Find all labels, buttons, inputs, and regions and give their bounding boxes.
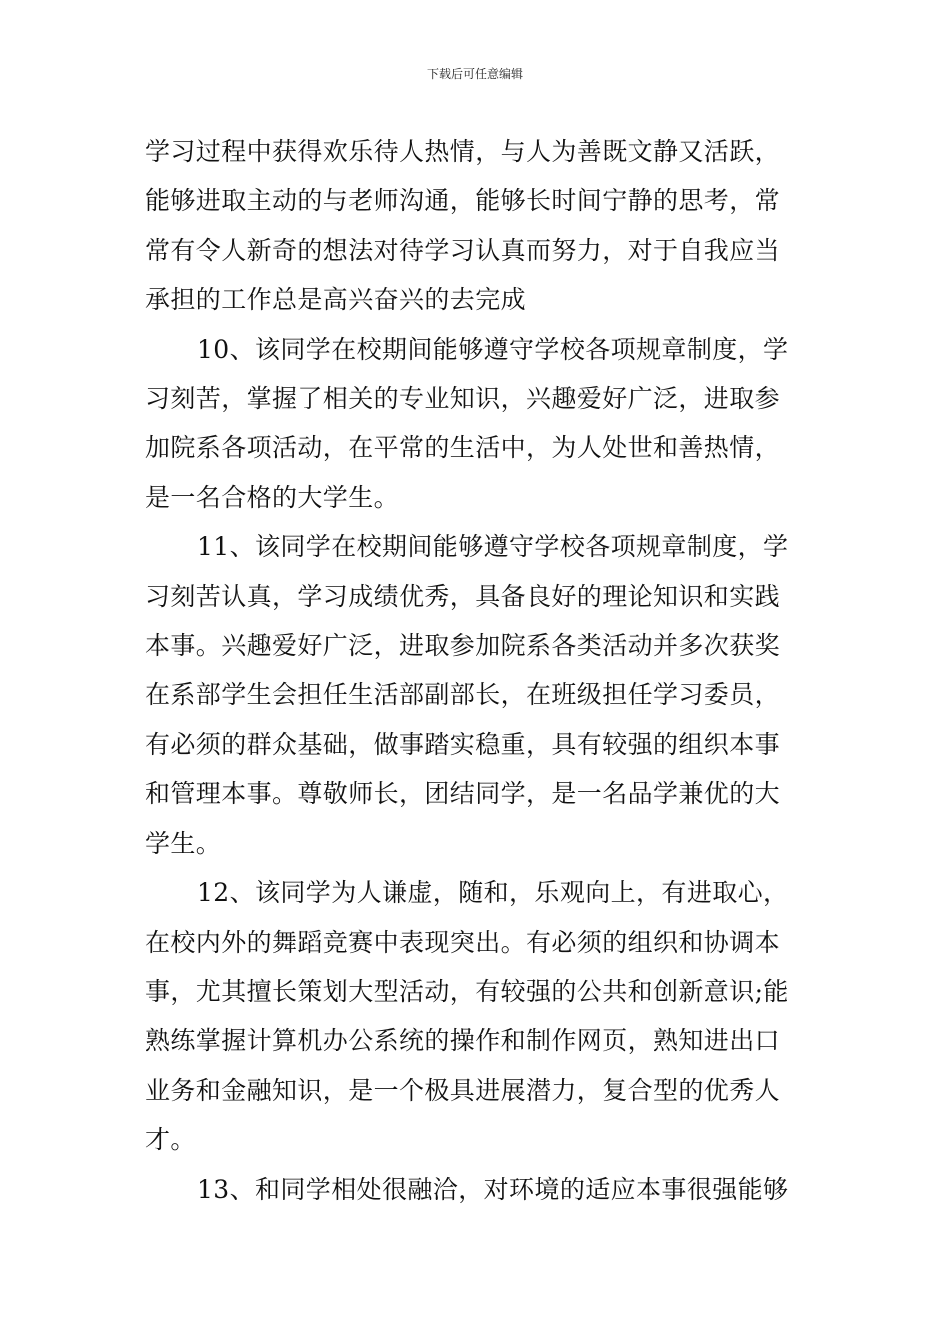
text-line: 学习过程中获得欢乐待人热情，与人为善既文静又活跃， <box>145 137 781 166</box>
text-line: 学生。 <box>145 828 222 858</box>
text-line: 10、该同学在校期间能够遵守学校各项规章制度，学 <box>197 334 789 364</box>
text-line: 承担的工作总是高兴奋兴的去完成 <box>145 285 527 315</box>
text-line: 事，尤其擅长策划大型活动，有较强的公共和创新意识;能 <box>145 976 789 1006</box>
text-line: 是一名合格的大学生。 <box>145 482 400 512</box>
text-line: 12、该同学为人谦虚，随和，乐观向上，有进取心， <box>197 878 789 908</box>
paragraph-continuation <box>145 127 807 325</box>
text-line: 在系部学生会担任生活部副部长，在班级担任学习委员， <box>145 680 781 710</box>
text-line: 习刻苦，掌握了相关的专业知识，兴趣爱好广泛，进取参 <box>145 384 781 414</box>
paragraph-item-10 <box>145 325 807 523</box>
text-line: 才。 <box>145 1125 196 1155</box>
text-line: 本事。兴趣爱好广泛，进取参加院系各类活动并多次获奖 <box>145 631 781 661</box>
text-line: 11、该同学在校期间能够遵守学校各项规章制度，学 <box>197 532 789 562</box>
text-line: 有必须的群众基础，做事踏实稳重，具有较强的组织本事 <box>145 729 781 759</box>
paragraph-item-11 <box>145 522 807 868</box>
text-line: 常有令人新奇的想法对待学习认真而努力，对于自我应当 <box>145 235 781 265</box>
paragraph-item-13 <box>145 1165 807 1214</box>
text-line: 熟练掌握计算机办公系统的操作和制作网页，熟知进出口 <box>145 1026 781 1056</box>
text-line: 在校内外的舞蹈竞赛中表现突出。有必须的组织和协调本 <box>145 927 781 957</box>
text-line: 能够进取主动的与老师沟通，能够长时间宁静的思考，常 <box>145 186 781 216</box>
text-line: 习刻苦认真，学习成绩优秀，具备良好的理论知识和实践 <box>145 581 781 611</box>
text-line: 加院系各项活动，在平常的生活中，为人处世和善热情， <box>145 433 781 463</box>
text-line: 和管理本事。尊敬师长，团结同学，是一名品学兼优的大 <box>145 779 781 809</box>
text-line: 13、和同学相处很融洽，对环境的适应本事很强能够 <box>197 1174 789 1204</box>
document-body <box>145 127 807 1214</box>
paragraph-item-12 <box>145 868 807 1164</box>
page-header-note: 下载后可任意编辑 <box>426 67 523 81</box>
text-line: 业务和金融知识，是一个极具进展潜力，复合型的优秀人 <box>145 1075 781 1105</box>
